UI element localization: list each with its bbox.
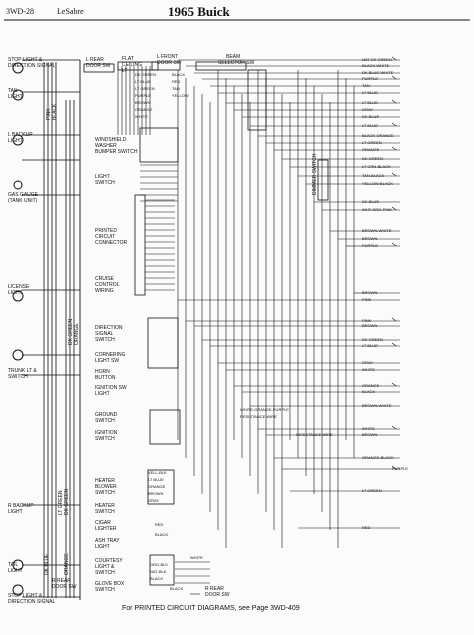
courtesy-switch-label: SWITCH xyxy=(95,570,115,576)
heater-switch-label: SWITCH xyxy=(95,509,115,515)
horn-label: HORN xyxy=(95,369,110,375)
center-wire-label: RESISTANCE WIRE xyxy=(296,432,333,437)
l-front-door-sw-label: DOOR SW xyxy=(157,60,182,66)
circuit-label: CIRCUIT xyxy=(95,234,116,240)
bottom-wire-label: ORG-BLK xyxy=(150,562,169,567)
diagram-title: 1965 Buick xyxy=(168,4,230,19)
l-front-door-label: L FRONT xyxy=(157,54,179,60)
ignition-label: IGNITION xyxy=(95,430,118,436)
bumper-switch-label: BUMPER SWITCH xyxy=(95,149,138,155)
glove-box-label: GLOVE BOX xyxy=(95,581,125,587)
cruise-label: CRUISE xyxy=(95,276,114,282)
right-wire-label: GRAY xyxy=(362,360,374,365)
right-wire-label: LT GRN-BLACK xyxy=(362,164,391,169)
stop-light-label: STOP LIGHT & xyxy=(8,57,43,63)
ignition-switch-label: SWITCH xyxy=(95,436,115,442)
right-wire-label: NAT-DK GREEN xyxy=(362,57,392,62)
lamp-icon xyxy=(13,350,23,360)
arrow-head xyxy=(392,343,396,346)
ash-tray-light-label: LIGHT xyxy=(95,544,110,550)
cornering-sw-label: LIGHT SW xyxy=(95,358,120,364)
wire-label-top: BLACK xyxy=(172,72,186,77)
direction-switch-label: SWITCH xyxy=(95,337,115,343)
vertical-wire-label: BLACK xyxy=(52,103,58,120)
bottom-wire-label: WHITE xyxy=(190,555,203,560)
right-wire-label: BLACK xyxy=(362,389,376,394)
flat-ceiling-label-3: LT xyxy=(122,68,128,74)
arrow-head xyxy=(392,383,396,386)
right-wire-label: YELLOW-BLACK xyxy=(362,181,394,186)
right-wire-label: WHT-ORG-PINK xyxy=(362,207,392,212)
r-backup-light-label: LIGHT xyxy=(8,509,23,515)
arrow-head xyxy=(392,173,396,176)
right-wire-label: BROWN-WHITE xyxy=(362,228,392,233)
ash-tray-label: ASH TRAY xyxy=(95,538,120,544)
light-label: LIGHT xyxy=(8,94,23,100)
arrow-head xyxy=(392,57,396,60)
right-wire-label: LT BLUE xyxy=(362,343,378,348)
arrow-head xyxy=(392,207,396,210)
heater-blower-label-2: BLOWER xyxy=(95,484,117,490)
bottom-wire-label: BROWN xyxy=(148,491,164,496)
trunk-switch-label: SWITCH xyxy=(8,374,28,380)
r-rear-door-center-label: R REAR xyxy=(205,586,224,592)
r-rear-door-sw-label: DOOR SW xyxy=(52,584,77,590)
right-wire-label: BROWN xyxy=(362,236,378,241)
right-wire-label: PINK xyxy=(362,318,372,323)
courtesy-light-label: LIGHT & xyxy=(95,564,115,570)
vertical-wire-label: ORANGE xyxy=(64,553,70,575)
right-wire-label: BLACK-WHITE xyxy=(362,63,390,68)
tail-label: TAIL xyxy=(8,88,19,94)
bottom-wire-label: NAT-BLK xyxy=(150,569,167,574)
control-label: CONTROL xyxy=(95,282,120,288)
wire-label-top: BROWN xyxy=(135,100,151,105)
light-switch-label-2: SWITCH xyxy=(95,180,115,186)
washer-label: WASHER xyxy=(95,143,117,149)
right-wire-label: PINK xyxy=(362,297,372,302)
direction-signal-label: DIRECTION SIGNAL xyxy=(8,63,56,69)
wire-label-top: WHITE xyxy=(135,114,148,119)
wire-label-top: PURPLE xyxy=(135,93,152,98)
tank-unit-label: (TANK UNIT) xyxy=(8,198,38,204)
right-wire-label: TAN xyxy=(362,83,370,88)
right-wire-label: ORANGE xyxy=(362,147,380,152)
vertical-wire-label: DK BLUE xyxy=(44,553,50,575)
direction-signal-r-label: DIRECTION SIGNAL xyxy=(8,599,56,605)
vertical-wire-label: DK GREEN xyxy=(68,318,74,345)
arrow-head xyxy=(392,147,396,150)
right-wire-label: BROWN xyxy=(362,323,378,328)
glove-box-switch-label: SWITCH xyxy=(95,587,115,593)
bottom-wire-label: YELL-BLK xyxy=(148,470,167,475)
wire-label-top: TAN xyxy=(172,86,180,91)
arrow-head xyxy=(392,243,396,246)
dimmer-switch xyxy=(318,160,328,200)
bottom-wire-label: BLACK xyxy=(150,576,164,581)
arrow-head xyxy=(392,426,396,429)
center-wire-label: RESISTANCE WIRE xyxy=(240,414,277,419)
right-wire-label: PURPLE xyxy=(392,466,409,471)
right-wire-label: WHITE xyxy=(362,367,375,372)
wire-label-top: DK GREEN xyxy=(135,72,156,77)
bottom-wire-label: BLACK xyxy=(170,586,184,591)
cigar-label: CIGAR xyxy=(95,520,111,526)
wire-label-top: YELLOW xyxy=(172,93,189,98)
license-light-label: LIGHT xyxy=(8,290,23,296)
right-wire-label: PURPLE xyxy=(362,243,379,248)
beam-label: BEAM xyxy=(226,54,241,60)
dimmer-switch-label: DIMMER SWITCH xyxy=(312,153,318,195)
r-rear-door-label: R REAR xyxy=(52,578,71,584)
connector-label: CONNECTOR xyxy=(95,240,128,246)
vertical-wire-label: ORANGE xyxy=(74,323,80,345)
signal-label: SIGNAL xyxy=(95,331,114,337)
vertical-wire-label: PINK xyxy=(46,108,52,120)
wire-label-top: RED xyxy=(172,79,181,84)
l-backup-light-label: LIGHT xyxy=(8,138,23,144)
gas-gauge-icon xyxy=(14,181,22,189)
beam-selector-label: SELECTOR SW xyxy=(218,60,255,66)
model-name: LeSabre xyxy=(57,7,84,16)
right-wire-label: RED xyxy=(362,525,371,530)
bottom-wire-label: RED xyxy=(155,522,164,527)
ignition-sw-label: IGNITION SW xyxy=(95,385,127,391)
center-wire-label: WHITE-ORANGE-PURPLE xyxy=(240,407,289,412)
r-backup-label: R BACKUP xyxy=(8,503,34,509)
ignition-switch xyxy=(150,410,180,444)
flat-ceiling-label-2: CEILING xyxy=(122,62,143,68)
arrow-head xyxy=(392,123,396,126)
right-wire-label: DK BLUE-WHITE xyxy=(362,70,394,75)
right-wire-label: PURPLE xyxy=(362,76,379,81)
right-wire-label: BLACK-ORANGE xyxy=(362,133,394,138)
right-wire-label: DK GREEN xyxy=(362,337,383,342)
arrow-head xyxy=(392,318,396,321)
vertical-wire-label: DK GREEN xyxy=(64,488,70,515)
right-wire-label: BROWN xyxy=(362,290,378,295)
vertical-wire-label: LT GREEN xyxy=(58,490,64,515)
direction-label: DIRECTION xyxy=(95,325,123,331)
wire-label-top: LT BLUE xyxy=(135,79,151,84)
ground-label: GROUND xyxy=(95,412,118,418)
ground-switch-label: SWITCH xyxy=(95,418,115,424)
bottom-wire-label: ORANGE xyxy=(148,484,166,489)
page-code: 3WD-28 xyxy=(6,7,34,16)
right-wire-label: GRAY xyxy=(362,107,374,112)
right-wire-label: LT BLUE xyxy=(362,123,378,128)
right-wire-label: DK BLUE xyxy=(362,114,380,119)
flat-ceiling-label-1: FLAT xyxy=(122,56,134,62)
gas-gauge-label: GAS GAUGE xyxy=(8,192,39,198)
heater-blower-label-1: HEATER xyxy=(95,478,115,484)
l-rear-door-sw-label: DOOR SW xyxy=(86,63,111,69)
r-rear-door-center-sw-label: DOOR SW xyxy=(205,592,230,598)
l-rear-door-label: L REAR xyxy=(86,57,104,63)
trunk-lt-label: TRUNK LT & xyxy=(8,368,37,374)
horn-button-label: BUTTON xyxy=(95,375,116,381)
right-wire-label: LT BLUE xyxy=(362,100,378,105)
license-label: LICENSE xyxy=(8,284,30,290)
wire-label-top: ORANGE xyxy=(135,107,153,112)
right-wire-label: LT GREEN xyxy=(362,140,382,145)
right-wire-label: ORANGE xyxy=(362,383,380,388)
bottom-wire-label: LT BLUE xyxy=(148,477,164,482)
right-wire-label: ORANGE-BLACK xyxy=(362,455,394,460)
wire-label-top: LT GREEN xyxy=(135,86,155,91)
tail-r-label: TAIL xyxy=(8,562,19,568)
lighter-label: LIGHTER xyxy=(95,526,117,532)
cornering-label: CORNERING xyxy=(95,352,126,358)
bottom-wire-label: GRAY xyxy=(148,498,160,503)
arrow-head xyxy=(392,76,396,79)
light-switch-label-1: LIGHT xyxy=(95,174,110,180)
printed-circuit-connector xyxy=(135,195,145,295)
courtesy-label: COURTESY xyxy=(95,558,123,564)
right-wire-label: DK BLUE xyxy=(362,199,380,204)
l-backup-label: L BACKUP xyxy=(8,132,33,138)
right-wire-label: DK GREEN xyxy=(362,156,383,161)
ignition-light-label: LIGHT xyxy=(95,391,110,397)
arrow-head xyxy=(392,100,396,103)
bottom-wire-label: BLACK xyxy=(155,532,169,537)
right-wire-label: TAN-BLACK xyxy=(362,173,385,178)
direction-signal-switch xyxy=(148,318,178,368)
printed-label: PRINTED xyxy=(95,228,117,234)
right-wire-label: LT BLUE xyxy=(362,90,378,95)
right-wire-label: BROWN-WHITE xyxy=(362,403,392,408)
stop-light-r-label: STOP LIGHT & xyxy=(8,593,43,599)
tail-r-light-label: LIGHT xyxy=(8,568,23,574)
heater-label: HEATER xyxy=(95,503,115,509)
wiring-label: WIRING xyxy=(95,288,114,294)
footer-note: For PRINTED CIRCUIT DIAGRAMS, see Page 3WD-409 xyxy=(122,605,300,612)
windshield-label: WINDSHIELD xyxy=(95,137,127,143)
right-wire-label: LT GREEN xyxy=(362,488,382,493)
right-wire-label: BROWN xyxy=(362,432,378,437)
right-wire-label: WHITE xyxy=(362,426,375,431)
heater-blower-label-3: SWITCH xyxy=(95,490,115,496)
